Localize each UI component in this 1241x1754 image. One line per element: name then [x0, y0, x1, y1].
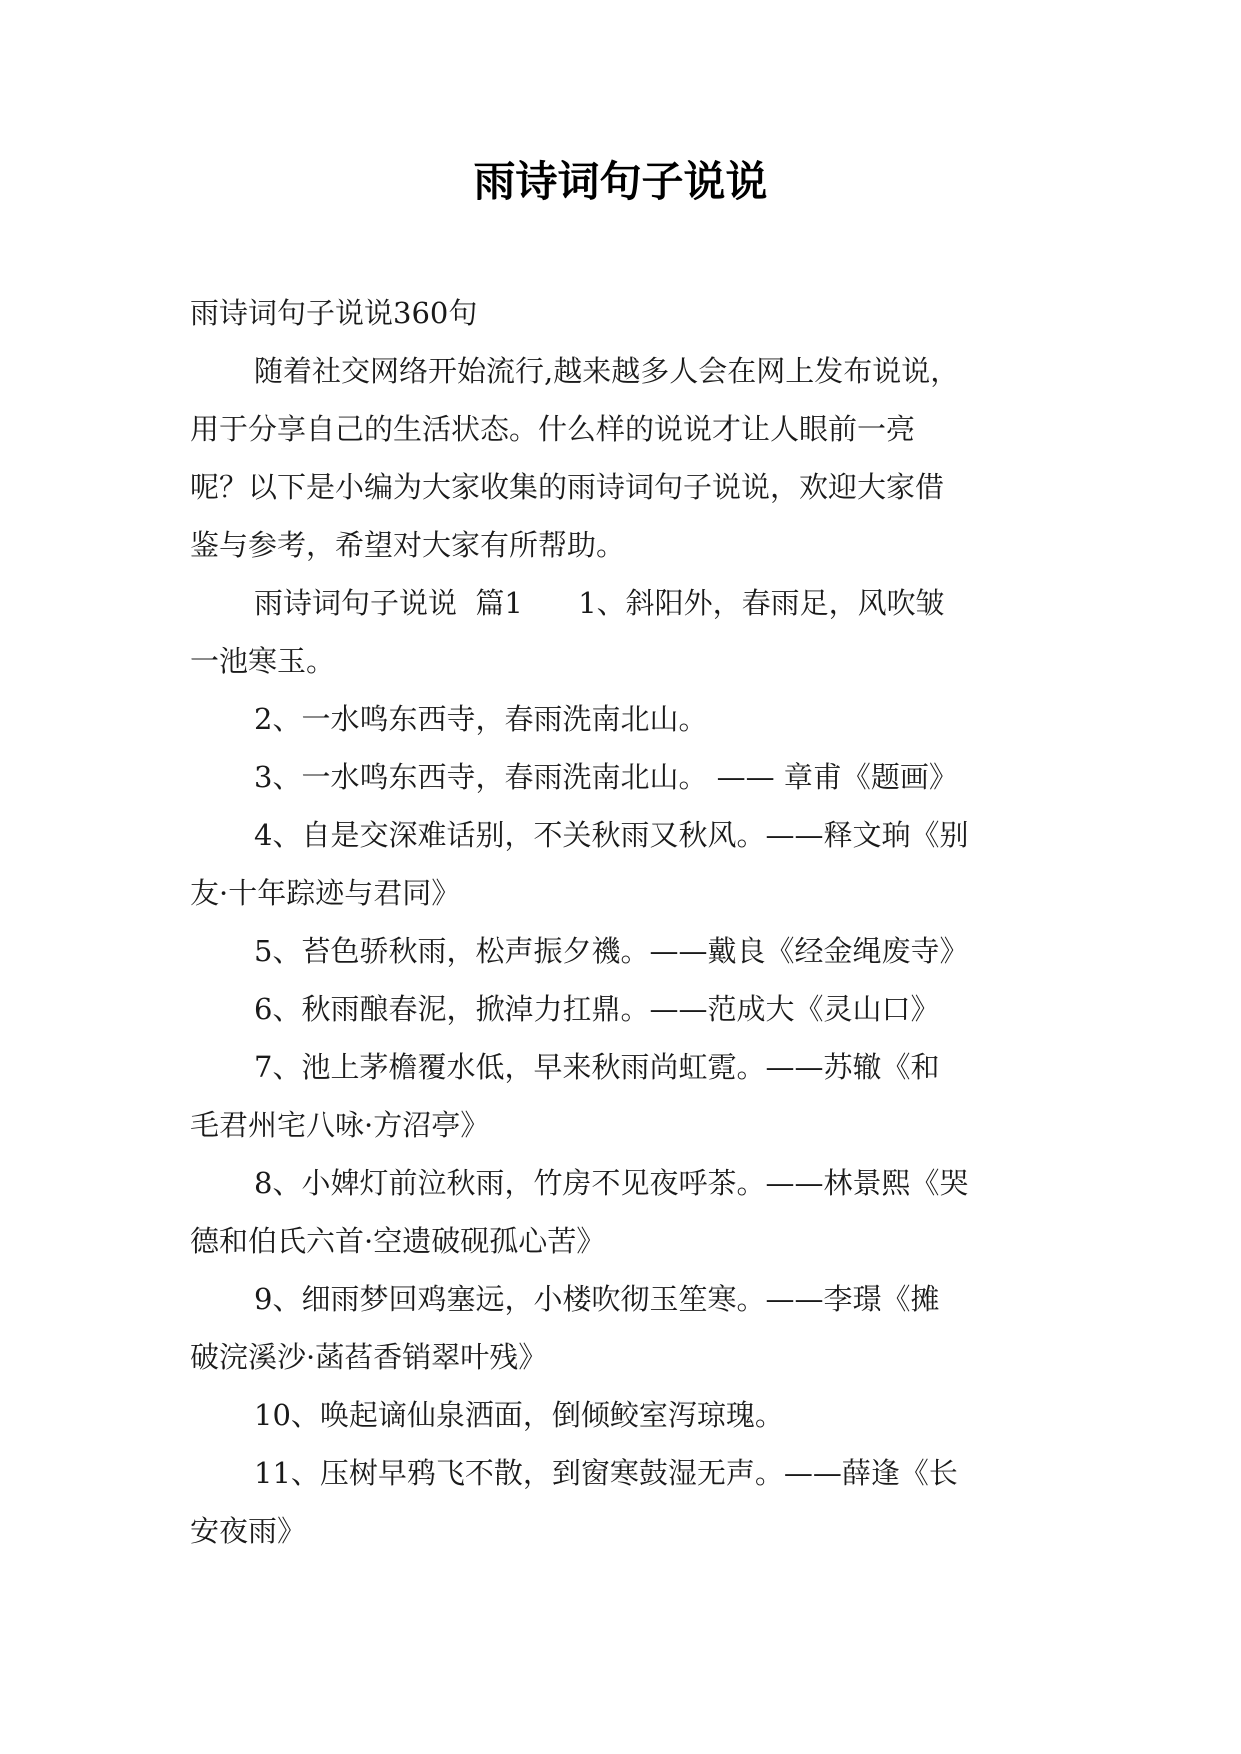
text-line: 8、小婢灯前泣秋雨，竹房不见夜呼茶。——林景熙《哭 — [254, 1166, 969, 1200]
text-line: 2、一水鸣东西寺，春雨洗南北山。 — [254, 702, 708, 736]
text-line: 鉴与参考，希望对大家有所帮助。 — [190, 528, 626, 562]
text-line: 7、池上茅檐覆水低，早来秋雨尚虹霓。——苏辙《和 — [254, 1050, 940, 1084]
text-line: 5、苔色骄秋雨，松声振夕禨。——戴良《经金绳废寺》 — [254, 934, 969, 968]
text-line: 雨诗词句子说说 篇1 1、斜阳外，春雨足，风吹皱 — [254, 586, 945, 620]
text-line: 4、自是交深难话别，不关秋雨又秋风。——释文珦《别 — [254, 818, 969, 852]
page-title: 雨诗词句子说说 — [473, 157, 768, 206]
text-line: 11、压树早鸦飞不散，到窗寒鼓湿无声。——薛逢《长 — [254, 1456, 958, 1490]
document-body — [190, 284, 1070, 1560]
text-line: 毛君州宅八咏·方沼亭》 — [190, 1108, 490, 1142]
text-line: 友·十年踪迹与君同》 — [190, 876, 461, 910]
text-line: 破浣溪沙·菡萏香销翠叶残》 — [190, 1340, 548, 1374]
text-line: 10、唤起谪仙泉洒面，倒倾鲛室泻琼瑰。 — [254, 1398, 784, 1432]
text-line: 安夜雨》 — [190, 1514, 307, 1548]
text-line: 6、秋雨酿春泥，掀淖力扛鼎。——范成大《灵山口》 — [254, 992, 940, 1026]
text-line: 德和伯氏六首·空遗破砚孤心苦》 — [190, 1224, 606, 1258]
text-line: 用于分享自己的生活状态。什么样的说说才让人眼前一亮 — [190, 412, 916, 446]
text-line: 呢？以下是小编为大家收集的雨诗词句子说说，欢迎大家借 — [190, 470, 945, 504]
text-line: 雨诗词句子说说360句 — [190, 296, 478, 330]
text-line: 一池寒玉。 — [190, 644, 336, 678]
text-line: 9、细雨梦回鸡塞远，小楼吹彻玉笙寒。——李璟《摊 — [254, 1282, 940, 1316]
text-line: 3、一水鸣东西寺，春雨洗南北山。 —— 章甫《题画》 — [254, 760, 958, 794]
text-line: 随着社交网络开始流行,越来越多人会在网上发布说说， — [254, 354, 960, 388]
